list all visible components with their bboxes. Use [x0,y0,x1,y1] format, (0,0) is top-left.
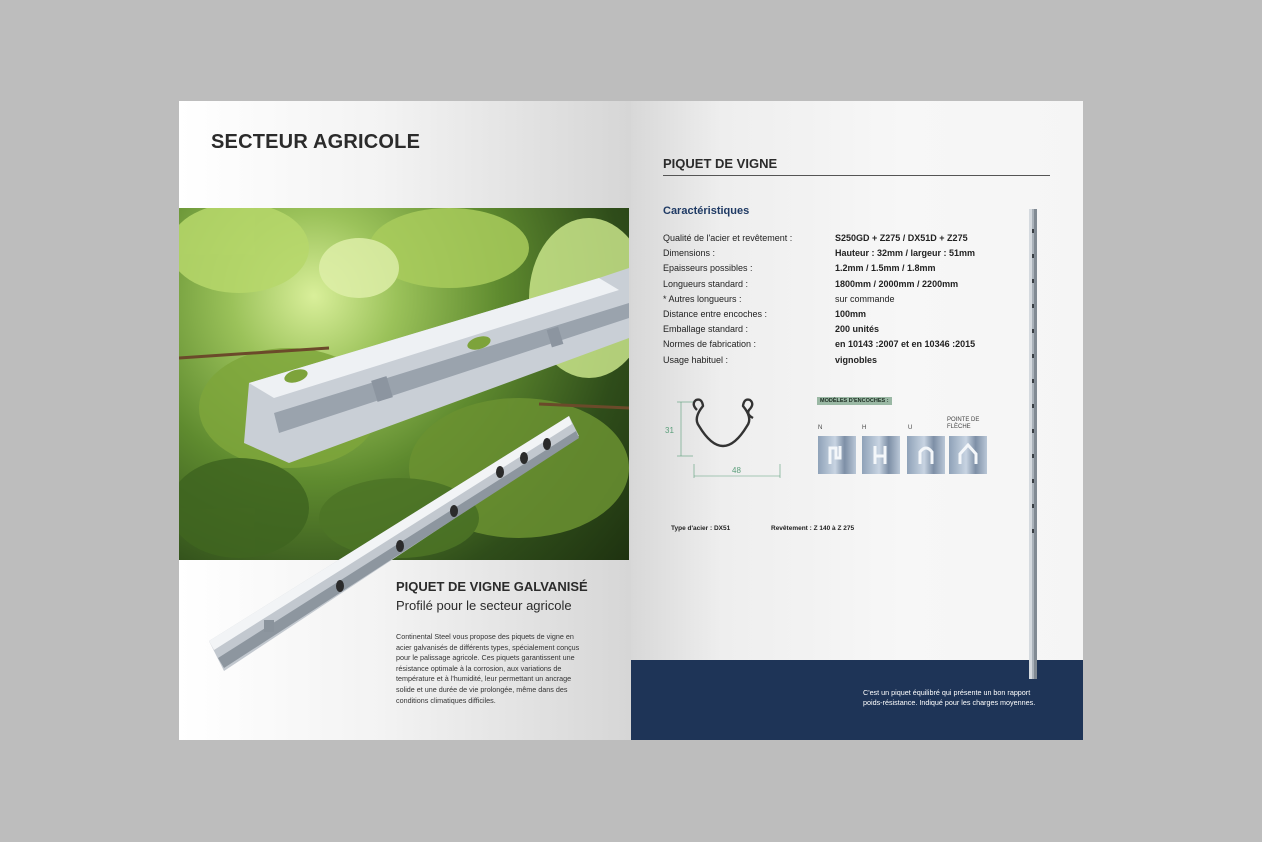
spec-label: Epaisseurs possibles : [663,263,753,274]
notch-h-icon [862,436,900,474]
spec-row [663,339,1023,354]
description-line: pour le palissage agricole. Ces piquets garantissent une [396,653,575,663]
band-line: C'est un piquet équilibré qui présente un bon rapport [863,688,1031,697]
left-page [179,101,631,740]
description-line: température et à l'humidité, leur permettant un ancrage [396,674,572,684]
spec-row [663,309,1023,324]
models-tag: MODÈLES D'ENCOCHES : [817,397,892,405]
characteristics-heading: Caractéristiques [663,205,750,217]
profile-height-label: 31 [665,426,674,435]
product-subtitle: Profilé pour le secteur agricole [396,598,572,613]
product-title: PIQUET DE VIGNE GALVANISÉ [396,579,588,594]
tall-stake-image [1028,209,1038,681]
model-label: U [908,425,913,431]
notch-arrow-icon [949,436,987,474]
band-line: poids-résistance. Indiqué pour les charges moyennes. [863,698,1036,708]
model-label: N [818,425,823,431]
spec-row [663,355,1023,370]
brochure-spread [179,101,1083,740]
profile-cross-section-diagram [663,396,788,486]
spec-label: Distance entre encoches : [663,308,768,319]
spec-label: * Autres longueurs : [663,293,742,304]
spec-value: 200 unités [835,324,880,335]
description-line: solide et une durée de vie prolongée, même dans des [396,684,568,694]
spec-value: 1800mm / 2000mm / 2200mm [835,278,959,289]
spec-value: en 10143 :2007 et en 10346 :2015 [835,339,976,350]
spec-value: 1.2mm / 1.5mm / 1.8mm [835,263,936,274]
description-line: acier galvanisés de différents types, spécialement conçus [396,642,580,652]
spec-value: S250GD + Z275 / DX51D + Z275 [835,233,968,243]
description-line: conditions climatiques difficiles. [396,695,496,705]
notch-u-icon [907,436,945,474]
coating-info: Revêtement : Z 140 à Z 275 [771,525,855,532]
spec-label: Qualité de l'acier et revêtement : [663,233,793,243]
spec-row [663,324,1023,339]
profile-width-label: 48 [732,466,741,475]
spec-row [663,263,1023,278]
spec-row [663,279,1023,294]
spec-label: Normes de fabrication : [663,339,757,350]
spec-value: Hauteur : 32mm / largeur : 51mm [835,248,976,259]
spec-row [663,233,1023,248]
spec-value: sur commande [835,293,895,304]
product-heading: PIQUET DE VIGNE [663,156,778,171]
steel-type: Type d'acier : DX51 [671,525,731,532]
description-line: résistance optimale à la corrosion, aux variations de [396,663,562,673]
spec-row [663,248,1023,263]
heading-divider [663,175,1050,176]
spec-table [663,233,1023,370]
spec-label: Dimensions : [663,248,716,259]
spec-value: 100mm [835,308,867,319]
model-label: H [862,425,867,431]
notch-models [817,397,997,477]
spec-label: Emballage standard : [663,324,749,335]
notch-n-icon [818,436,856,474]
spec-value: vignobles [835,354,878,365]
spec-label: Usage habituel : [663,354,729,365]
description-line: Continental Steel vous propose des piquets de vigne en [396,632,574,641]
spec-row [663,294,1023,309]
product-description [396,632,596,706]
spec-label: Longueurs standard : [663,278,749,289]
band-description [863,688,1073,709]
model-label: POINTE DE FLÈCHE [947,417,980,430]
section-title: SECTEUR AGRICOLE [211,131,421,153]
right-page [631,101,1083,740]
